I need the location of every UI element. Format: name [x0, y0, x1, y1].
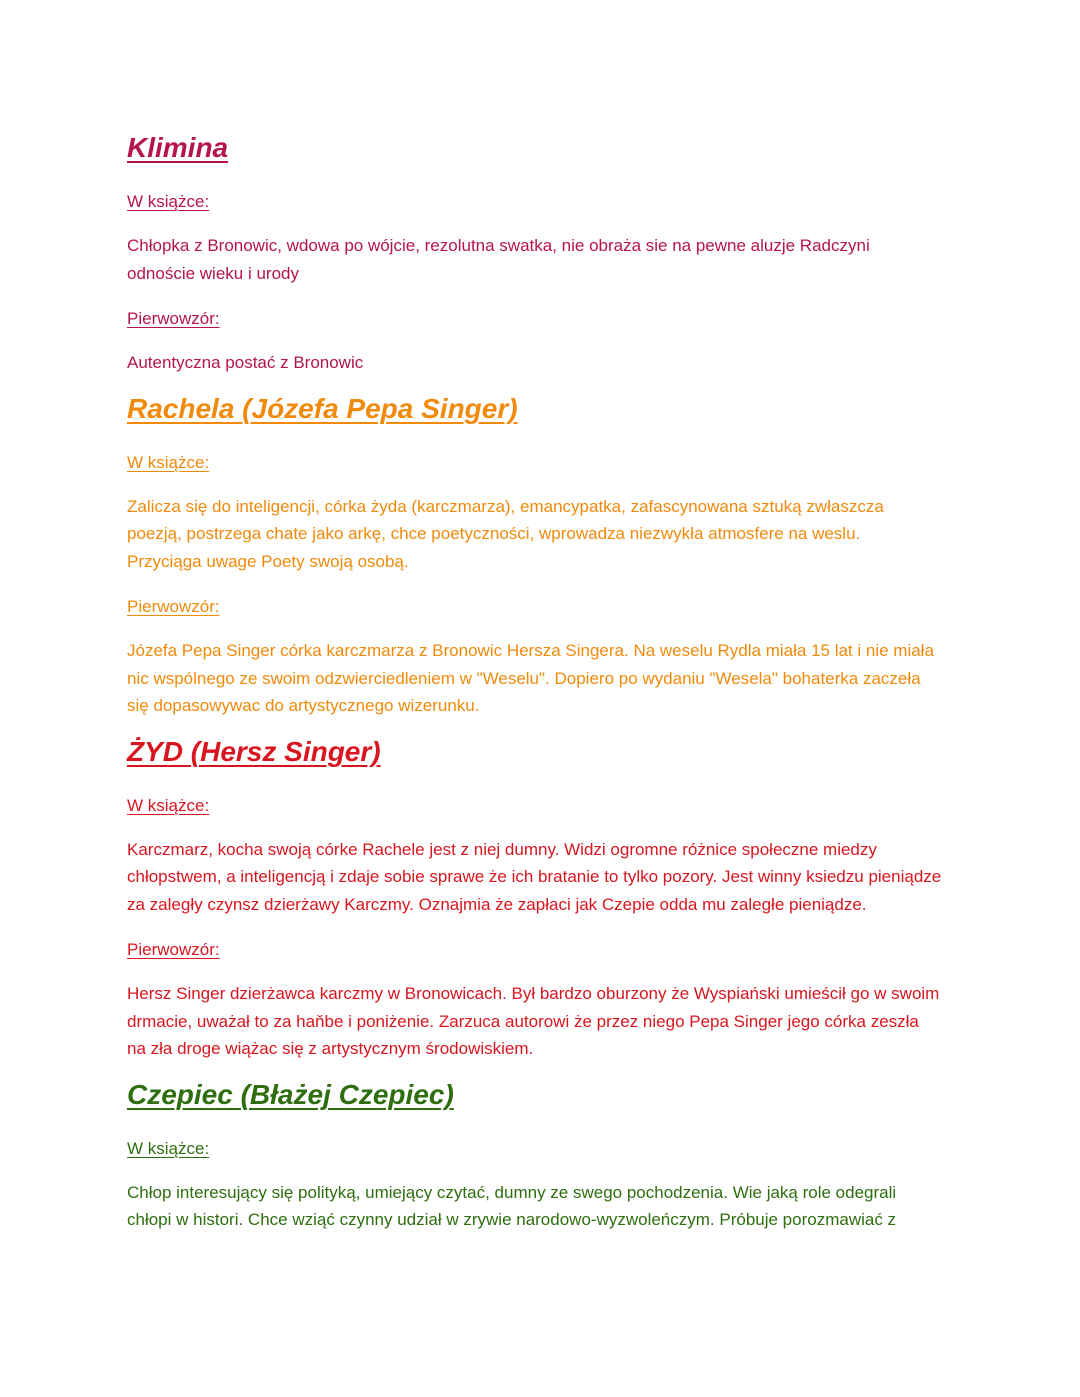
prototype-label: Pierwowzór:: [127, 940, 220, 959]
in-book-text: Chłopka z Bronowic, wdowa po wójcie, rezolutna swatka, nie obraża sie na pewne aluzje Radczyni odnoście wieku i urody: [127, 236, 870, 283]
in-book-label: W książce:: [127, 452, 210, 472]
prototype-text: Autentyczna postać z Bronowic: [127, 353, 364, 372]
prototype-text: Hersz Singer dzierżawca karczmy w Bronowicach. Był bardzo oburzony że Wyspiański umieścił go w swoim drmacie, uważał to za haňbe i poniżenie. Zarzuca autorowi że przez niego Pepa Singer jego córka zeszła na zła droge wiążac się z artystycznym środowiskiem.: [127, 984, 940, 1058]
section-klimina: [127, 128, 957, 389]
in-book-label: W książce:: [127, 1138, 210, 1158]
section-rachela: [127, 389, 957, 732]
section-zyd: [127, 732, 957, 1075]
prototype-text: Józefa Pepa Singer córka karczmarza z Bronowic Hersza Singera. Na weselu Rydla miała 15 lat i nie miała nic wspólnego ze swoim odzwierciedleniem w "Weselu". Dopiero po wydaniu "Wesela" bohaterka zaczeła się dopasowywac do artystycznego wizerunku.: [127, 641, 934, 715]
section-heading: ŻYD (Hersz Singer): [127, 735, 381, 767]
in-book-label: W książce:: [127, 192, 210, 211]
document-page: [127, 128, 957, 1234]
in-book-text: Zalicza się do inteligencji, córka żyda (karczmarza), emancypatka, zafascynowana sztuką zwłaszcza poezją, postrzega chate jako arkę, chce poetyczności, wprowadza niezwykła atmosfere na weslu. Przyciąga uwage Poety swoją osobą.: [127, 496, 884, 571]
in-book-text: Chłop interesujący się polityką, umiejący czytać, dumny ze swego pochodzenia. Wie jaką role odegrali chłopi w histori. Chce wziąć czynny udział w zrywie narodowo-wyzwoleńczym. Próbuje porozmawiać z: [127, 1182, 897, 1229]
prototype-label: Pierwowzór:: [127, 597, 220, 616]
section-heading: Czepiec (Błażej Czepiec): [127, 1078, 454, 1110]
section-heading: Klimina: [127, 132, 229, 163]
prototype-label: Pierwowzór:: [127, 309, 220, 328]
section-heading: Rachela (Józefa Pepa Singer): [127, 392, 518, 424]
in-book-text: Karczmarz, kocha swoją córke Rachele jest z niej dumny. Widzi ogromne różnice społeczne miedzy chłopstwem, a inteligencją i zdaje sobie sprawe że ich bratanie to tylko pozory. Jest winny ksiedzu pieniądze za zaległy czynsz dzierżawy Karczmy. Oznajmia że zapłaci jak Czepie odda mu zaległe pieniądze.: [127, 839, 942, 914]
section-czepiec: [127, 1075, 957, 1234]
in-book-label: W książce:: [127, 795, 210, 815]
